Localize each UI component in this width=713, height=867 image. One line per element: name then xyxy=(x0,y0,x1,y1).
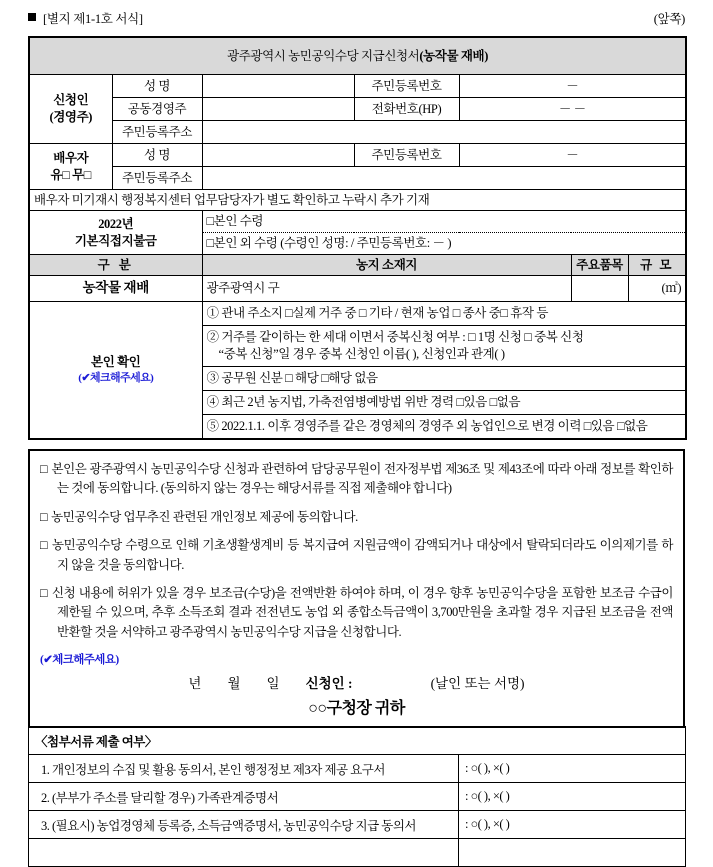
spouse-name-value[interactable] xyxy=(202,144,354,167)
checkbox-icon[interactable]: □ xyxy=(40,538,49,553)
main-form-table xyxy=(28,36,687,440)
spouse-rrn-value[interactable]: － xyxy=(459,144,686,167)
spouse-address-label: 주민등록주소 xyxy=(112,167,202,190)
attachment-ox-2[interactable]: : ○( ), ×( ) xyxy=(459,783,686,811)
co-manager-label: 공동경영주 xyxy=(112,98,202,121)
farmland-header-scale: 규 모 xyxy=(628,255,686,276)
farmland-header-row xyxy=(29,255,686,276)
self-check-item-5[interactable] xyxy=(202,415,686,440)
applicant-address-label: 주민등록주소 xyxy=(112,121,202,144)
attachments-title: 〈첨부서류 제출 여부〉 xyxy=(29,727,686,755)
page-side-label: (앞쪽) xyxy=(653,12,685,26)
signature-seal-note: (날인 또는 서명) xyxy=(430,676,525,691)
consent-box xyxy=(28,449,685,728)
spouse-rrn-label: 주민등록번호 xyxy=(354,144,459,167)
attachment-row xyxy=(29,811,686,839)
co-manager-row xyxy=(29,98,686,121)
self-check-item-5-line1: ⑤ 2022.1.1. 이후 경영주를 같은 경영체의 경영주 외 농업인으로 변경 이력 □있음 □없음 xyxy=(206,419,648,434)
attachment-item-3: 3. (필요시) 농업경영체 등록증, 소득금액증명서, 농민공익수당 지급 동의서 xyxy=(29,811,459,839)
applicant-name-value[interactable] xyxy=(202,75,354,98)
farmland-scale-unit: (㎡) xyxy=(661,281,682,296)
consent-item-4-text: 신청 내용에 허위가 있을 경우 보조금(수당)을 전액반환 하여야 하며, 이 경우 향후 농민공익수당을 포함한 보조금 수급이 제한될 수 있으며, 추후 소득조회 결과 전전년도 농업 외 종합소득금액이 3,700만원을 초과할 경우 지급된 보조금을 전액 반환할 것을 서약하고 광주광역시 농민공익수당 지급을 신청합니다. xyxy=(51,585,673,639)
direct-payment-option-self[interactable]: □본인 수령 xyxy=(202,211,686,233)
form-title-main: 광주광역시 농민공익수당 지급신청서 xyxy=(227,48,420,63)
document-header xyxy=(28,0,685,36)
self-check-item-4-line1: ④ 최근 2년 농지법, 가축전염병예방법 위반 경력 □있음 □없음 xyxy=(206,395,521,410)
attachment-ox-1[interactable]: : ○( ), ×( ) xyxy=(459,755,686,783)
farmland-data-row xyxy=(29,276,686,302)
consent-item-1-text: 본인은 광주광역시 농민공익수당 신청과 관련하여 담당공무원이 전자정부법 제36조 및 제43조에 따라 아래 정보를 확인하는 것에 동의합니다. (동의하지 않는 경우는 해당서류를 직접 제출해야 합니다) xyxy=(51,462,673,496)
form-code-group xyxy=(28,9,143,27)
square-bullet-icon xyxy=(28,13,36,21)
attachments-table xyxy=(28,726,686,867)
self-check-item-4[interactable] xyxy=(202,391,686,415)
applicant-group-label xyxy=(29,75,112,144)
signature-day-label: 일 xyxy=(266,676,280,691)
form-title-cell xyxy=(29,37,686,75)
consent-item-3-text: 농민공익수당 수령으로 인해 기초생활생계비 등 복지급여 지원금액이 감액되거나 대상에서 탈락되더라도 이의제기를 하지 않을 것을 동의합니다. xyxy=(52,538,673,572)
co-manager-value[interactable] xyxy=(202,98,354,121)
checkbox-icon[interactable]: □ xyxy=(40,509,48,524)
consent-item-2-text: 농민공익수당 업무추진 관련된 개인정보 제공에 동의합니다. xyxy=(51,509,358,524)
farmland-header-item: 주요품목 xyxy=(571,255,628,276)
spouse-group-label xyxy=(29,144,112,190)
signature-year-label: 년 xyxy=(188,676,202,691)
spouse-group-label-line2[interactable]: 유□ 무□ xyxy=(50,167,91,182)
attachment-row-partial xyxy=(29,839,686,867)
applicant-address-value[interactable] xyxy=(202,121,686,144)
recipient-line: ○○구청장 귀하 xyxy=(308,700,405,717)
direct-payment-label xyxy=(29,211,202,255)
attachments-title-row xyxy=(29,727,686,755)
self-check-item-2-line2: “중복 신청”일 경우 중복 신청인 이름( ), 신청인과 관계( ) xyxy=(218,347,505,361)
applicant-group-label-line1: 신청인 xyxy=(53,93,89,108)
applicant-name-label: 성 명 xyxy=(112,75,202,98)
direct-payment-row-1 xyxy=(29,211,686,233)
spouse-group-label-line1: 배우자 xyxy=(53,150,89,165)
farmland-category: 농작물 재배 xyxy=(29,276,202,302)
consent-item-1[interactable] xyxy=(40,460,673,499)
spouse-address-value[interactable] xyxy=(202,167,686,190)
farmland-scale[interactable] xyxy=(628,276,686,302)
applicant-rrn-label: 주민등록번호 xyxy=(354,75,459,98)
checkbox-icon[interactable]: □ xyxy=(40,462,48,476)
spouse-note-row xyxy=(29,190,686,211)
applicant-address-row xyxy=(29,121,686,144)
consent-hint: (✔체크해주세요) xyxy=(40,654,119,666)
attachment-row xyxy=(29,783,686,811)
applicant-phone-value[interactable]: － － xyxy=(459,98,686,121)
consent-item-4[interactable] xyxy=(40,584,673,642)
farmland-header-location: 농지 소재지 xyxy=(202,255,571,276)
attachment-ox-4[interactable] xyxy=(459,839,686,867)
self-check-item-1[interactable] xyxy=(202,302,686,326)
attachment-item-1: 1. 개인정보의 수집 및 활용 동의서, 본인 행정정보 제3자 제공 요구서 xyxy=(29,755,459,783)
spouse-address-row xyxy=(29,167,686,190)
applicant-group-label-line2: (경영주) xyxy=(49,110,93,124)
spouse-note: 배우자 미기재시 행정복지센터 업무담당자가 별도 확인하고 누락시 추가 기재 xyxy=(29,190,686,211)
title-row xyxy=(29,37,686,75)
signature-line xyxy=(40,672,673,692)
spouse-name-row xyxy=(29,144,686,167)
direct-payment-option-other[interactable]: □본인 외 수령 (수령인 성명: / 주민등록번호: － ) xyxy=(202,233,686,255)
applicant-phone-label: 전화번호(HP) xyxy=(354,98,459,121)
consent-item-2[interactable] xyxy=(40,508,673,527)
self-check-row-1 xyxy=(29,302,686,326)
self-check-item-2[interactable] xyxy=(202,326,686,367)
self-check-item-3[interactable] xyxy=(202,367,686,391)
farmland-header-category: 구 분 xyxy=(29,255,202,276)
self-check-label: 본인 확인 xyxy=(91,355,141,370)
self-check-item-2-line1: ② 거주를 같이하는 한 세대 이면서 중복신청 여부 : □ 1명 신청 □ 중복 신청 xyxy=(206,330,584,345)
applicant-rrn-value[interactable]: － xyxy=(459,75,686,98)
signature-applicant-label: 신청인 : xyxy=(305,676,353,691)
consent-item-3[interactable] xyxy=(40,536,673,575)
form-title-suffix: (농작물 재배) xyxy=(419,48,488,63)
form-code: [별지 제1-1호 서식] xyxy=(43,12,143,26)
spouse-name-label: 성 명 xyxy=(112,144,202,167)
signature-month-label: 월 xyxy=(227,676,241,691)
self-check-hint: (✔체크해주세요) xyxy=(78,372,154,385)
direct-payment-label-line1: 2022년 xyxy=(98,216,134,231)
farmland-location[interactable]: 광주광역시 구 xyxy=(202,276,571,302)
self-check-label-cell xyxy=(29,302,202,440)
direct-payment-label-line2: 기본직접지불금 xyxy=(74,233,157,248)
attachment-row xyxy=(29,755,686,783)
applicant-name-row xyxy=(29,75,686,98)
attachment-item-2: 2. (부부가 주소를 달리할 경우) 가족관계증명서 xyxy=(29,783,459,811)
self-check-item-3-line1: ③ 공무원 신분 □ 해당 □해당 없음 xyxy=(206,371,378,386)
attachment-ox-3[interactable]: : ○( ), ×( ) xyxy=(459,811,686,839)
farmland-item[interactable] xyxy=(571,276,628,302)
self-check-item-1-line1: ① 관내 주소지 □실제 거주 중 □ 기타 / 현재 농업 □ 종사 중□ 휴작 등 xyxy=(206,306,548,321)
attachment-item-4 xyxy=(29,839,459,867)
checkbox-icon[interactable]: □ xyxy=(40,585,48,600)
